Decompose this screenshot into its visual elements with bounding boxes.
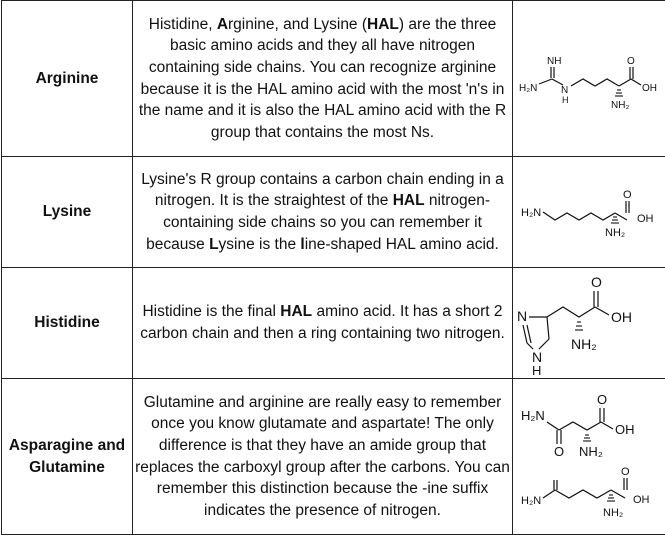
his-ring-right	[547, 317, 549, 339]
arg-nh-label: NH	[547, 55, 562, 67]
amino-name-histidine: Histidine	[2, 268, 133, 379]
arg-n-label: N	[561, 84, 569, 96]
description-segment: Glutamine and arginine are really easy to remember once you know glutamate and aspartate! The only difference is that they have an amide group that replaces the carboxyl group after the carbons. You can remember this distinction because the -ine suffix indicates the presence of nitrogen.	[135, 393, 510, 519]
his-n-label: N	[517, 307, 528, 324]
structure-arginine	[513, 1, 665, 157]
his-chain	[547, 307, 595, 317]
asn-chain	[559, 422, 601, 430]
amino-name-arginine: Arginine	[2, 1, 133, 157]
arg-bond-3	[619, 79, 631, 86]
asn-h2n-label: H₂N	[521, 407, 545, 423]
his-o-label: O	[591, 273, 602, 290]
arginine-structure-diagram	[513, 2, 665, 156]
asn-oh-label: OH	[615, 421, 635, 437]
gln-bond-2	[611, 490, 625, 498]
lys-oh-label: OH	[637, 212, 654, 225]
structure-asparagine-glutamine	[513, 379, 665, 535]
description-segment: HAL	[367, 15, 399, 33]
lys-h2n-label: H₂N	[521, 206, 542, 219]
amino-name-asparagine-glutamine: Asparagine and Glutamine	[2, 379, 133, 535]
description-segment: ine-shaped HAL amino acid.	[304, 235, 499, 253]
arg-o-label: O	[627, 55, 635, 67]
histidine-structure-diagram	[513, 269, 665, 378]
gln-h2n-label: H₂N	[521, 494, 542, 507]
his-ring-br	[539, 339, 549, 349]
gln-oh-label: OH	[633, 493, 650, 506]
his-ring-left	[523, 325, 527, 343]
description-histidine	[133, 268, 513, 379]
description-lysine	[133, 157, 513, 268]
amino-name-lysine: Lysine	[2, 157, 133, 268]
structure-histidine	[513, 268, 665, 379]
description-segment: amino acid. It has a short 2 carbon chain and then a ring containing two nitrogen.	[140, 303, 505, 342]
asn-bond-1	[547, 422, 559, 430]
description-segment: A	[216, 15, 229, 33]
arg-bond-4	[631, 79, 641, 85]
description-segment: rginine, and Lysine (	[228, 15, 368, 33]
description-segment: l	[300, 235, 305, 253]
asn-nh2-label: NH₂	[579, 443, 603, 459]
arg-bond-1	[539, 79, 552, 84]
description-segment: Histidine is the final	[142, 303, 281, 321]
description-segment: ) are the three basic amino acids and they all have nitrogen containing side chains. You can recognize arginine because it is the HAL amino acid with the most 'n's in the name and it is also the HAL amino acid with the R group that contains the most Ns.	[138, 15, 507, 141]
his-bond-oh	[595, 307, 609, 315]
lys-chain	[543, 212, 615, 220]
description-segment: HAL	[392, 192, 425, 210]
description-arginine	[133, 1, 513, 157]
gln-chain	[555, 490, 611, 498]
description-segment: L	[209, 235, 219, 253]
his-ring-left-dbl	[527, 325, 531, 343]
table-row	[2, 379, 665, 535]
asparagine-glutamine-structure-diagram	[513, 380, 665, 534]
description-segment: ysine is the	[218, 235, 301, 253]
description-segment: Lysine's R group contains a carbon chain ending in a nitrogen. It is the straightest of the	[141, 170, 504, 210]
gln-nh2-label: NH₂	[603, 506, 624, 519]
arg-h2n-label: H₂N	[519, 82, 538, 94]
description-segment: nitrogen-containing side chains so you can remember it because	[146, 192, 491, 253]
arg-h-label: H	[562, 94, 569, 105]
structure-lysine	[513, 157, 665, 268]
his-nh-label: N	[532, 348, 543, 365]
arg-chain	[571, 79, 619, 86]
lys-nh2-label: NH₂	[605, 226, 626, 239]
asn-o-label: O	[597, 391, 608, 407]
his-h-label: H	[532, 362, 542, 378]
arg-nh2-label: NH₂	[611, 99, 630, 111]
his-nh2-label: NH₂	[571, 335, 597, 352]
gln-bond-1	[543, 490, 555, 498]
lys-o-label: O	[623, 188, 632, 201]
table-row	[2, 157, 665, 268]
description-asparagine-glutamine	[133, 379, 513, 535]
lysine-structure-diagram	[513, 158, 665, 267]
gln-o-label: O	[621, 465, 630, 478]
asn-amide-o-label: O	[554, 443, 565, 459]
table-row	[2, 268, 665, 379]
table-row	[2, 1, 665, 157]
asn-bond-oh	[601, 422, 613, 429]
amino-acid-table	[1, 0, 665, 535]
arg-oh-label: OH	[642, 82, 657, 94]
description-segment: HAL	[280, 303, 313, 321]
his-oh-label: OH	[611, 308, 632, 325]
description-segment: Histidine,	[148, 15, 217, 33]
